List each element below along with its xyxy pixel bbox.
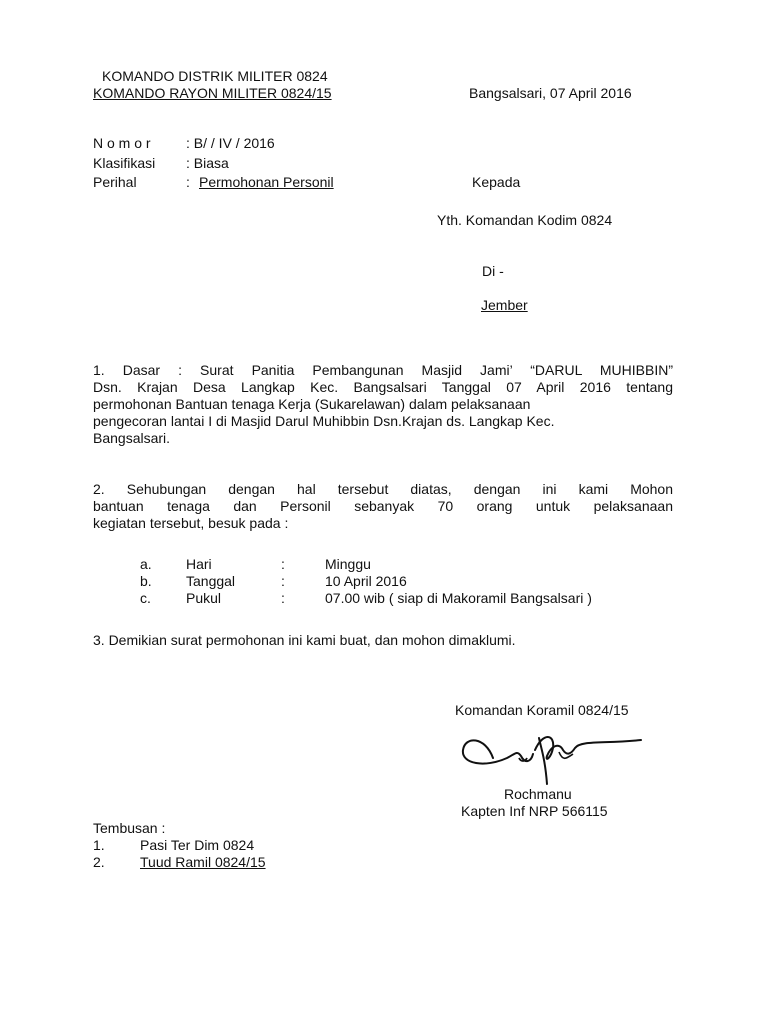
paragraph-2-line: kegiatan tersebut, besuk pada :	[93, 515, 289, 531]
schedule-colon: :	[281, 590, 285, 606]
paragraph-1	[93, 362, 673, 447]
addressee-di: Di -	[482, 263, 504, 279]
tembusan-item: Tuud Ramil 0824/15	[140, 854, 266, 870]
schedule-value: Minggu	[325, 556, 371, 572]
schedule-letter: c.	[140, 590, 151, 606]
paragraph-1-line: permohonan Bantuan tenaga Kerja (Sukarelawan) dalam pelaksanaan	[93, 396, 531, 412]
tembusan-num: 2.	[93, 854, 105, 870]
schedule-label: Hari	[186, 556, 212, 572]
paragraph-2	[93, 481, 673, 532]
nomor-value: : B/ / IV / 2016	[186, 135, 275, 151]
nomor-label: N o m o r	[93, 135, 151, 151]
signatory-title: Komandan Koramil 0824/15	[455, 702, 629, 718]
schedule-colon: :	[281, 556, 285, 572]
perihal-value: Permohonan Personil	[199, 174, 334, 190]
signatory-rank: Kapten Inf NRP 566115	[461, 803, 608, 819]
schedule-value: 07.00 wib ( siap di Makoramil Bangsalsari )	[325, 590, 592, 606]
paragraph-1-line: Bangsalsari.	[93, 430, 171, 446]
klasifikasi-label: Klasifikasi	[93, 155, 156, 171]
addressee-yth: Yth. Komandan Kodim 0824	[437, 212, 613, 228]
paragraph-1-line: 1. Dasar : Surat Panitia Pembangunan Masjid Jami’ “DARUL MUHIBBIN”	[93, 362, 673, 378]
paragraph-3: 3. Demikian surat permohonan ini kami buat, dan mohon dimaklumi.	[93, 632, 516, 648]
perihal-label: Perihal	[93, 174, 137, 190]
tembusan-num: 1.	[93, 837, 105, 853]
schedule-value: 10 April 2016	[325, 573, 407, 589]
tembusan-label: Tembusan :	[93, 820, 166, 836]
schedule-letter: a.	[140, 556, 152, 572]
paragraph-1-line: pengecoran lantai I di Masjid Darul Muhibbin Dsn.Krajan ds. Langkap Kec.	[93, 413, 555, 429]
place-date: Bangsalsari, 07 April 2016	[469, 85, 632, 101]
tembusan-item-2	[93, 854, 267, 870]
paragraph-2-line: 2. Sehubungan dengan hal tersebut diatas, dengan ini kami Mohon	[93, 481, 673, 497]
signatory-name: Rochmanu	[504, 786, 572, 802]
schedule-label: Pukul	[186, 590, 222, 606]
perihal-colon: :	[186, 174, 190, 190]
unit-name-line2: KOMANDO RAYON MILITER 0824/15	[93, 85, 332, 101]
paragraph-2-line: bantuan tenaga dan Personil sebanyak 70 orang untuk pelaksanaan	[93, 498, 673, 514]
kepada-label: Kepada	[472, 174, 521, 190]
signature-scribble	[455, 728, 645, 790]
klasifikasi-value: : Biasa	[186, 155, 229, 171]
schedule-letter: b.	[140, 573, 152, 589]
paragraph-1-line: Dsn. Krajan Desa Langkap Kec. Bangsalsari Tanggal 07 April 2016 tentang	[93, 379, 673, 395]
tembusan-item: Pasi Ter Dim 0824	[140, 837, 255, 853]
schedule-colon: :	[281, 573, 285, 589]
schedule-label: Tanggal	[186, 573, 236, 589]
addressee-city: Jember	[481, 297, 528, 313]
unit-name-line1: KOMANDO DISTRIK MILITER 0824	[102, 68, 328, 84]
